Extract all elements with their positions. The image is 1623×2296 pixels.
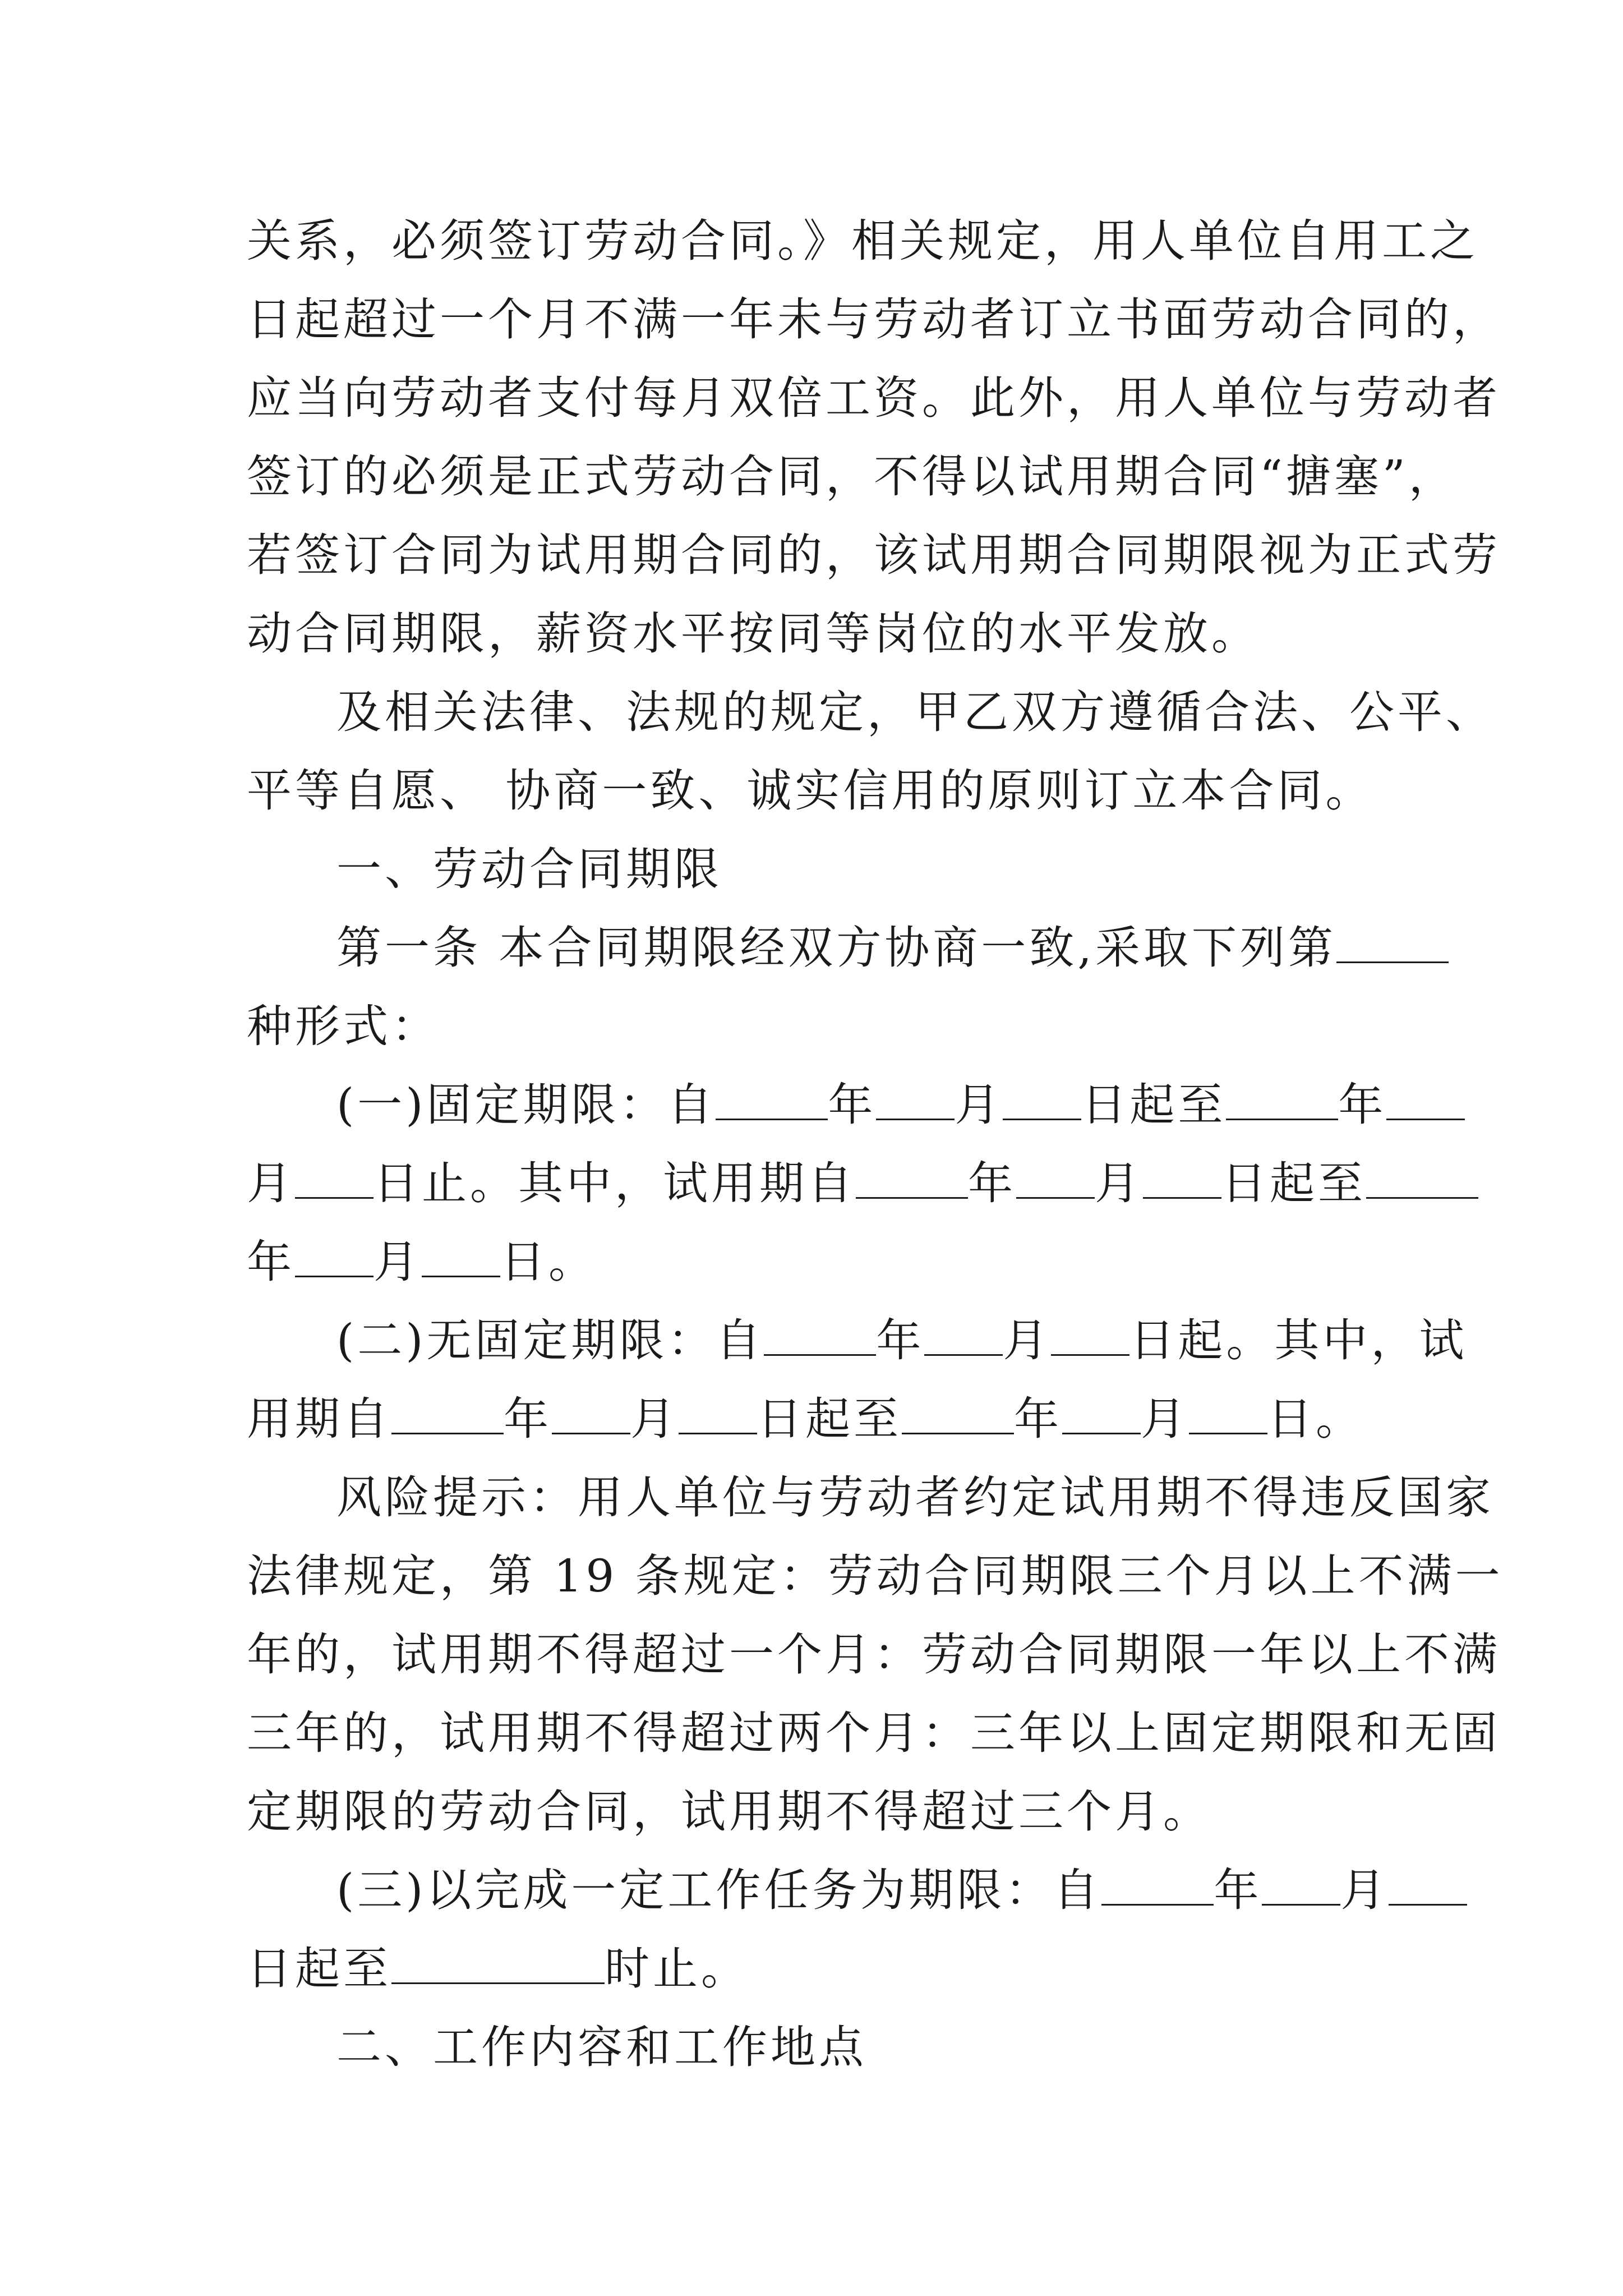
- section-heading-two: 二、工作内容和工作地点: [336, 2021, 867, 2073]
- clause-text: 月: [1141, 1393, 1189, 1445]
- clause-text: 年: [1338, 1079, 1387, 1131]
- blank-field[interactable]: [1336, 914, 1449, 963]
- clause-text: 时止。: [605, 1943, 749, 1995]
- text-line: 若签订合同为试用期合同的，该试用期合同期限视为正式劳: [247, 529, 1501, 581]
- clause-text: 日。: [500, 1236, 597, 1288]
- clause-text: 日起至: [757, 1393, 902, 1445]
- clause-line: [247, 1380, 1391, 1458]
- clause-text: 日。: [1267, 1393, 1364, 1445]
- fixed-term-clause: [247, 1066, 1391, 1301]
- clause-line: [247, 1930, 1391, 2008]
- clause-line: [247, 1066, 1391, 1144]
- text-line: 法律规定，第 19 条规定：劳动合同期限三个月以上不满一: [247, 1550, 1504, 1602]
- clause-text: 日起至: [247, 1943, 391, 1995]
- blank-field[interactable]: [1189, 1386, 1267, 1434]
- clause-text: 日起至: [1221, 1157, 1366, 1209]
- text-line: 年的，试用期不得超过一个月：劳动合同期限一年以上不满: [247, 1628, 1501, 1681]
- paragraph-preamble: [247, 673, 1494, 830]
- clause-text: 月: [374, 1236, 422, 1288]
- text-line: 关系，必须签订劳动合同。》相关规定，用人单位自用工之: [247, 215, 1478, 267]
- article-one-text: 第一条 本合同期限经双方协商一致,采取下列第: [336, 922, 1336, 974]
- clause-text: 年: [828, 1079, 877, 1131]
- clause-text: 日止。其中，试用期自: [374, 1157, 856, 1209]
- clause-line: [247, 1301, 1468, 1380]
- blank-field[interactable]: [1262, 1857, 1340, 1906]
- clause-text: 用期自: [247, 1393, 391, 1445]
- paragraph-continued: [247, 202, 1501, 673]
- clause-text: 月: [1003, 1314, 1052, 1366]
- clause-text: 月: [630, 1393, 679, 1445]
- clause-text: 日起。其中，试: [1129, 1314, 1468, 1366]
- clause-text: (一)固定期限：自: [336, 1079, 716, 1131]
- blank-field[interactable]: [679, 1386, 757, 1434]
- text-line: 应当向劳动者支付每月双倍工资。此外，用人单位与劳动者: [247, 372, 1501, 424]
- text-line: 日起超过一个月不满一年未与劳动者订立书面劳动合同的，: [247, 293, 1501, 346]
- text-line: 三年的，试用期不得超过两个月：三年以上固定期限和无固: [247, 1707, 1501, 1759]
- clause-text: 年: [1214, 1864, 1262, 1916]
- blank-field[interactable]: [391, 1935, 605, 1984]
- clause-text: 年: [504, 1393, 552, 1445]
- clause-text: (二)无固定期限：自: [336, 1314, 764, 1366]
- text-line: 及相关法律、法规的规定，甲乙双方遵循合法、公平、: [336, 686, 1494, 738]
- blank-field[interactable]: [1062, 1386, 1141, 1434]
- open-term-clause: [247, 1301, 1468, 1458]
- section-heading-one: 一、劳动合同期限: [336, 843, 722, 895]
- blank-field[interactable]: [1389, 1857, 1467, 1906]
- blank-field[interactable]: [1143, 1150, 1221, 1199]
- blank-field[interactable]: [1226, 1071, 1338, 1120]
- blank-field[interactable]: [856, 1150, 968, 1199]
- blank-field[interactable]: [1016, 1150, 1095, 1199]
- blank-field[interactable]: [1101, 1857, 1214, 1906]
- blank-field[interactable]: [1003, 1071, 1081, 1120]
- document-page: [247, 202, 1504, 2087]
- clause-text: 月: [955, 1079, 1003, 1131]
- clause-text: 月: [1095, 1157, 1143, 1209]
- risk-notice: [247, 1458, 1504, 1851]
- blank-field[interactable]: [924, 1307, 1003, 1356]
- task-term-clause: [247, 1851, 1391, 2008]
- text-line: 动合同期限，薪资水平按同等岗位的水平发放。: [247, 608, 1260, 660]
- article-one: [247, 909, 1391, 1066]
- blank-field[interactable]: [764, 1307, 876, 1356]
- text-line: 定期限的劳动合同，试用期不得超过三个月。: [247, 1786, 1211, 1838]
- text-line: 签订的必须是正式劳动合同，不得以试用期合同“搪塞”，: [247, 450, 1457, 503]
- clause-line: [247, 1144, 1391, 1223]
- blank-field[interactable]: [552, 1386, 630, 1434]
- clause-line: [247, 1223, 1391, 1301]
- clause-text: 年: [876, 1314, 925, 1366]
- clause-text: 月: [1340, 1864, 1389, 1916]
- blank-field[interactable]: [1366, 1150, 1478, 1199]
- blank-field[interactable]: [422, 1228, 500, 1277]
- text-line: 风险提示：用人单位与劳动者约定试用期不得违反国家: [336, 1471, 1494, 1524]
- blank-field[interactable]: [295, 1228, 374, 1277]
- clause-text: 年: [1014, 1393, 1062, 1445]
- clause-text: 年: [968, 1157, 1016, 1209]
- blank-field[interactable]: [391, 1386, 504, 1434]
- blank-field[interactable]: [295, 1150, 374, 1199]
- blank-field[interactable]: [876, 1071, 955, 1120]
- article-one-line: 种形式：: [247, 1000, 440, 1052]
- blank-field[interactable]: [716, 1071, 828, 1120]
- clause-text: (三)以完成一定工作任务为期限：自: [336, 1864, 1102, 1916]
- clause-text: 月: [247, 1157, 295, 1209]
- blank-field[interactable]: [902, 1386, 1014, 1434]
- article-one-line: [247, 909, 1391, 987]
- blank-field[interactable]: [1051, 1307, 1129, 1356]
- blank-field[interactable]: [1386, 1071, 1465, 1120]
- clause-line: [247, 1851, 1391, 1930]
- clause-text: 日起至: [1081, 1079, 1227, 1131]
- clause-text: 年: [247, 1236, 295, 1288]
- text-line: 平等自愿、 协商一致、诚实信用的原则订立本合同。: [247, 765, 1374, 817]
